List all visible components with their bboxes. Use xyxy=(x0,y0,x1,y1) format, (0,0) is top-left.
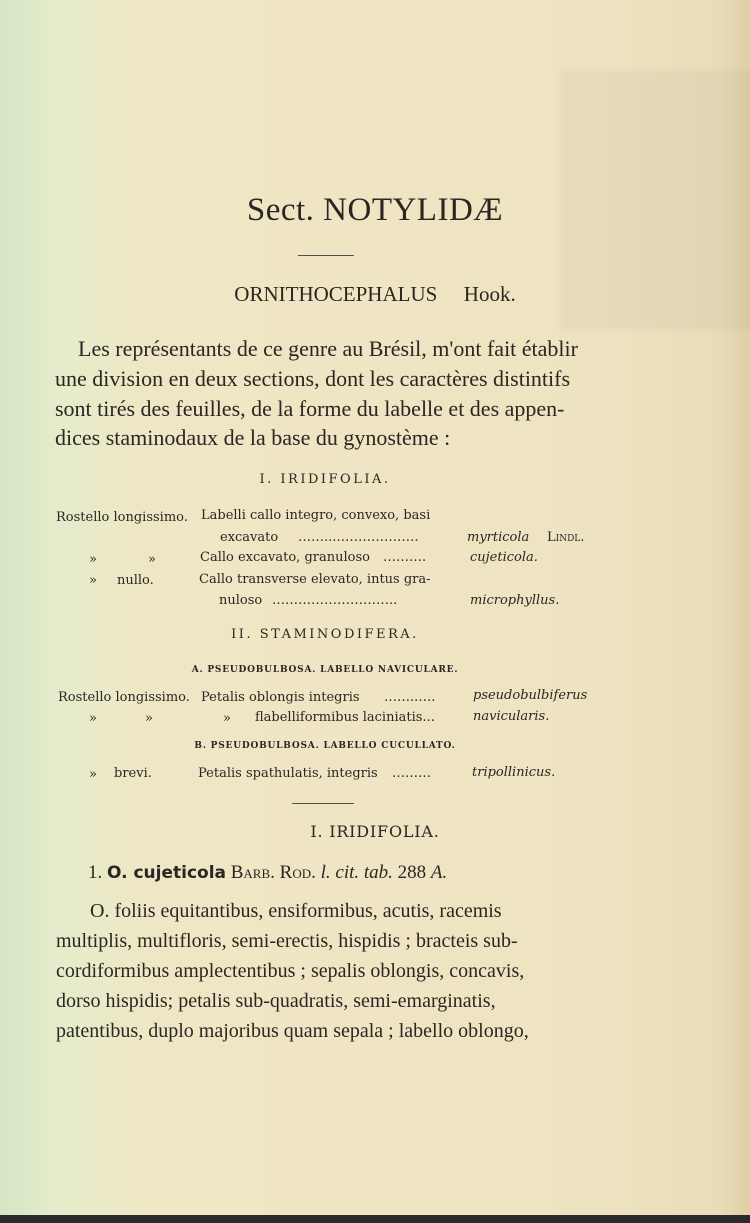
key-dots: ………. xyxy=(383,550,427,565)
key-dots: ……… xyxy=(392,766,431,781)
intro-line: une division en deux sections, dont les caractères distintifs xyxy=(55,366,571,391)
genus-heading xyxy=(0,282,750,307)
description-line: patentibus, duplo majoribus quam sepala ; labello oblongo, xyxy=(56,1020,529,1042)
key-species: microphyllus. xyxy=(470,593,560,608)
key-text: excavato xyxy=(220,530,279,545)
description-line: O. foliis equitantibus, ensiformibus, acutis, racemis xyxy=(90,900,502,922)
key-section-2: II. STAMINODIFERA. xyxy=(231,627,419,642)
subsection-heading: I. IRIDIFOLIA. xyxy=(310,822,440,841)
title-rule xyxy=(298,255,354,256)
key-species: pseudobulbiferus xyxy=(473,688,588,703)
species-reference: l. cit. tab. xyxy=(320,862,393,883)
intro-line: sont tirés des feuilles, de la forme du labelle et des appen- xyxy=(55,396,565,421)
key-text: flabelliformibus laciniatis... xyxy=(255,710,435,725)
genus-name: ORNITHOCEPHALUS xyxy=(234,282,438,306)
section-rule xyxy=(292,803,354,804)
species-plate-letter: A. xyxy=(430,862,448,883)
key-text: Labelli callo integro, convexo, basi xyxy=(201,508,431,523)
species-plate-number: 288 xyxy=(397,862,427,883)
key-dots: ……..…. xyxy=(384,690,436,705)
ditto-mark: » xyxy=(145,711,153,726)
scan-bottom-edge xyxy=(0,1215,750,1223)
intro-line: dices staminodaux de la base du gynostème : xyxy=(55,425,451,450)
ditto-mark: » xyxy=(89,573,97,588)
key-species: navicularis. xyxy=(473,709,550,724)
key-lead: brevi. xyxy=(114,766,152,781)
key-species: cujeticola. xyxy=(470,550,538,565)
ditto-mark: » xyxy=(223,711,231,726)
species-heading xyxy=(88,862,447,884)
ditto-mark: » xyxy=(89,767,97,782)
key-text: nuloso xyxy=(219,593,263,608)
key-species: myrticola xyxy=(467,530,530,545)
genus-author: Hook. xyxy=(463,282,516,306)
key-subsection-a: A. PSEUDOBULBOSA. LABELLO NAVICULARE. xyxy=(191,665,459,675)
ditto-mark: » xyxy=(148,552,156,567)
key-text: Petalis oblongis integris xyxy=(201,690,360,705)
key-dots: ……...………………. xyxy=(298,530,419,545)
key-author: Lindl. xyxy=(547,530,585,545)
section-title: Sect. NOTYLIDÆ xyxy=(246,192,504,228)
key-dots: ……………………….. xyxy=(272,593,398,608)
key-species: tripollinicus. xyxy=(472,765,556,780)
key-text: Petalis spathulatis, integris xyxy=(198,766,378,781)
ditto-mark: » xyxy=(89,711,97,726)
key-lead: Rostello longissimo. xyxy=(56,510,188,525)
description-line: multiplis, multifloris, semi-erectis, hispidis ; bracteis sub- xyxy=(56,930,518,952)
species-name: O. cujeticola xyxy=(107,863,226,883)
key-lead: Rostello longissimo. xyxy=(58,690,190,705)
species-number: 1. xyxy=(88,862,103,883)
intro-line: Les représentants de ce genre au Brésil, m'ont fait établir xyxy=(78,336,578,361)
description-line: cordiformibus amplectentibus ; sepalis oblongis, concavis, xyxy=(56,960,525,982)
ditto-mark: » xyxy=(89,552,97,567)
key-subsection-b: B. PSEUDOBULBOSA. LABELLO CUCULLATO. xyxy=(194,741,456,751)
key-text: Callo transverse elevato, intus gra- xyxy=(199,572,431,587)
species-author: Barb. Rod. xyxy=(230,862,316,883)
description-line: dorso hispidis; petalis sub-quadratis, semi-emarginatis, xyxy=(56,990,496,1012)
key-section-1: I. IRIDIFOLIA. xyxy=(259,472,391,487)
key-text: Callo excavato, granuloso xyxy=(200,550,370,565)
key-lead: nullo. xyxy=(117,573,154,588)
